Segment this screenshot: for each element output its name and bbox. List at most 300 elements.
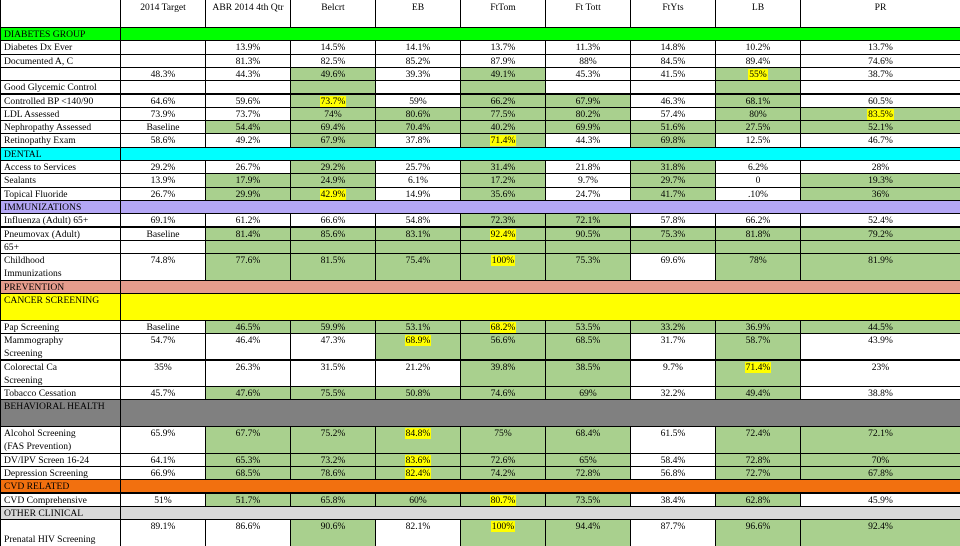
table-cell: [631, 214, 715, 226]
table-cell: [121, 254, 205, 280]
section-band: [121, 28, 960, 40]
cell-value: 83.1%: [405, 228, 431, 240]
table-cell: [121, 321, 205, 333]
cell-value: 74.8%: [150, 255, 176, 267]
table-cell: [631, 467, 715, 479]
table-cell: [376, 214, 460, 226]
section-band: [121, 400, 960, 426]
cell-value: 72.4%: [745, 428, 771, 439]
cell-value: Baseline: [146, 321, 180, 333]
cell-value: 17.2%: [490, 175, 516, 187]
cell-value: 72.8%: [575, 467, 601, 479]
highlighted-value: 73.7%: [320, 95, 346, 107]
table-cell: [206, 427, 290, 453]
cell-value: 58.6%: [150, 135, 176, 147]
table-cell: [461, 427, 545, 453]
table-cell: [716, 361, 800, 387]
row-label: [1, 467, 120, 479]
column-header: Belcrt: [291, 0, 375, 27]
table-cell: [206, 361, 290, 387]
highlighted-value: 71.4%: [490, 135, 516, 147]
table-cell: [801, 454, 960, 466]
table-cell: [291, 427, 375, 453]
cell-value: 46.5%: [235, 321, 261, 333]
row-label-text: CVD Comprehensive: [4, 494, 87, 506]
table-cell: [206, 55, 290, 67]
cell-value: 72.7%: [745, 467, 771, 479]
cell-value: 25.7%: [405, 162, 431, 173]
table-cell: [546, 81, 630, 93]
table-cell: [291, 174, 375, 186]
table-cell: [376, 108, 460, 120]
cell-value: 29.7%: [660, 175, 686, 187]
table-cell: [716, 467, 800, 479]
cell-value: 27.5%: [745, 122, 771, 134]
cell-value: 46.7%: [868, 135, 893, 147]
table-cell: [461, 254, 545, 280]
cell-value: 72.1%: [575, 215, 601, 227]
table-cell: [801, 121, 960, 133]
row-label: [1, 161, 120, 173]
table-cell: [376, 241, 460, 253]
cell-value: 52.4%: [868, 215, 893, 227]
table-cell: [801, 214, 960, 226]
row-label: [1, 41, 120, 53]
row-label: [1, 95, 120, 107]
table-cell: [716, 228, 800, 240]
table-cell: [291, 228, 375, 240]
table-cell: [461, 228, 545, 240]
cell-value: 36%: [871, 188, 890, 200]
table-cell: [121, 68, 205, 80]
cell-value: 74.6%: [490, 388, 516, 400]
table-cell: [631, 121, 715, 133]
table-cell: [121, 387, 205, 399]
highlighted-value: 71.4%: [745, 361, 771, 373]
cell-value: 62.8%: [745, 494, 771, 506]
cell-value: 66.2%: [745, 215, 771, 227]
table-cell: [376, 134, 460, 146]
row-label: [1, 427, 120, 453]
table-cell: [461, 188, 545, 200]
cell-value: 77.5%: [490, 108, 516, 120]
cell-value: 73.2%: [320, 454, 346, 466]
table-cell: [631, 334, 715, 360]
cell-value: 10.2%: [745, 42, 771, 54]
cell-value: 14.8%: [660, 42, 686, 54]
row-label-text: Retinopathy Exam: [4, 135, 76, 147]
table-cell: [376, 427, 460, 453]
cell-value: 90.6%: [320, 521, 346, 533]
table-cell: [461, 95, 545, 107]
section-band: [121, 148, 960, 160]
cell-value: 51%: [154, 494, 172, 506]
section-band: [121, 480, 960, 492]
table-cell: [291, 81, 375, 93]
table-cell: [716, 454, 800, 466]
highlighted-value: 42.9%: [320, 188, 346, 200]
cell-value: 73.5%: [575, 494, 601, 506]
table-cell: [546, 467, 630, 479]
table-cell: [546, 494, 630, 506]
table-cell: [291, 254, 375, 280]
cell-value: 69.4%: [320, 122, 346, 134]
table-cell: [376, 41, 460, 53]
cell-value: 39.8%: [490, 361, 516, 373]
cell-value: 12.5%: [745, 135, 771, 147]
table-cell: [631, 108, 715, 120]
cell-value: 65.9%: [150, 428, 176, 439]
table-cell: [376, 55, 460, 67]
table-cell: [291, 55, 375, 67]
cell-value: 53.1%: [405, 321, 431, 333]
column-header: FtTom: [461, 0, 545, 27]
row-label: [1, 520, 120, 546]
section-header: OTHER CLINICAL: [1, 507, 120, 519]
table-cell: [461, 494, 545, 506]
cell-value: 70.4%: [405, 122, 431, 134]
cell-value: Baseline: [146, 122, 180, 134]
cell-value: 46.3%: [660, 95, 686, 107]
table-cell: [631, 427, 715, 453]
cell-value: 90.5%: [575, 228, 601, 240]
table-cell: [801, 467, 960, 479]
table-cell: [291, 214, 375, 226]
table-cell: [716, 321, 800, 333]
cell-value: 66.9%: [150, 467, 176, 479]
table-cell: [291, 361, 375, 387]
row-label-text: Controlled BP <140/90: [4, 95, 94, 107]
table-cell: [716, 108, 800, 120]
table-cell: [546, 361, 630, 387]
cell-value: 77.6%: [235, 255, 261, 267]
table-cell: [121, 520, 205, 546]
table-cell: [546, 55, 630, 67]
table-cell: [716, 241, 800, 253]
cell-value: 46.4%: [235, 334, 261, 346]
table-cell: [631, 241, 715, 253]
row-label: [1, 241, 120, 253]
cell-value: 26.7%: [235, 162, 261, 173]
table-cell: [801, 81, 960, 93]
section-band: [121, 294, 960, 320]
table-cell: [801, 174, 960, 186]
cell-value: 69.1%: [150, 215, 176, 227]
cell-value: 81.5%: [320, 255, 346, 267]
section-header: PREVENTION: [1, 281, 120, 293]
table-cell: [206, 95, 290, 107]
cell-value: 58.4%: [660, 454, 686, 466]
cell-value: 67.7%: [235, 428, 261, 439]
table-cell: [121, 108, 205, 120]
cell-value: 13.7%: [490, 42, 516, 54]
table-cell: [631, 81, 715, 93]
cell-value: 81.9%: [868, 255, 893, 267]
table-cell: [291, 188, 375, 200]
cell-value: 49.1%: [490, 68, 516, 80]
table-cell: [801, 68, 960, 80]
table-cell: [206, 121, 290, 133]
cell-value: 66.2%: [490, 95, 516, 107]
table-cell: [716, 121, 800, 133]
table-cell: [546, 188, 630, 200]
table-cell: [291, 520, 375, 546]
table-cell: [376, 228, 460, 240]
table-cell: [801, 387, 960, 399]
table-cell: [801, 494, 960, 506]
cell-value: 6.1%: [408, 175, 428, 187]
column-header: PR: [801, 0, 960, 27]
cell-value: 68.1%: [745, 95, 771, 107]
table-cell: [546, 454, 630, 466]
table-cell: [121, 454, 205, 466]
cell-value: 23%: [871, 361, 890, 373]
cell-value: 54.7%: [150, 334, 176, 346]
table-cell: [546, 41, 630, 53]
table-cell: [206, 81, 290, 93]
section-band: [121, 281, 960, 293]
table-cell: [801, 161, 960, 173]
cell-value: 74.2%: [490, 467, 516, 479]
row-label: [1, 334, 120, 360]
table-cell: [206, 494, 290, 506]
cell-value: 14.5%: [320, 42, 346, 54]
table-cell: [121, 95, 205, 107]
table-cell: [461, 214, 545, 226]
table-cell: [206, 467, 290, 479]
table-cell: [291, 387, 375, 399]
table-cell: [206, 214, 290, 226]
cell-value: 17.9%: [235, 175, 261, 187]
cell-value: 28%: [871, 162, 890, 173]
cell-value: 64.1%: [150, 454, 176, 466]
cell-value: 68.4%: [575, 428, 601, 439]
cell-value: 64.6%: [150, 95, 176, 107]
table-cell: [206, 454, 290, 466]
cell-value: 59.6%: [235, 95, 261, 107]
cell-value: 74.6%: [868, 55, 893, 67]
table-cell: [546, 108, 630, 120]
cell-value: 65.8%: [320, 494, 346, 506]
cell-value: 45.7%: [150, 388, 176, 400]
row-label: [1, 254, 120, 280]
row-label: [1, 321, 120, 333]
column-header: ABR 2014 4th Qtr: [206, 0, 290, 27]
cell-value: 51.6%: [660, 122, 686, 134]
cell-value: 45.9%: [868, 494, 893, 506]
table-cell: [801, 228, 960, 240]
cell-value: 87.7%: [660, 521, 686, 533]
table-cell: [546, 427, 630, 453]
column-header: EB: [376, 0, 460, 27]
cell-value: 81.8%: [745, 228, 771, 240]
table-cell: [121, 427, 205, 453]
cell-value: 67.9%: [320, 135, 346, 147]
row-label-text: LDL Assessed: [4, 108, 60, 120]
table-cell: [121, 228, 205, 240]
table-cell: [801, 134, 960, 146]
table-cell: [461, 467, 545, 479]
cell-value: 31.4%: [490, 162, 516, 173]
cell-value: 87.9%: [490, 55, 516, 67]
table-cell: [461, 321, 545, 333]
table-cell: [376, 321, 460, 333]
cell-value: 85.2%: [405, 55, 431, 67]
cell-value: 82.5%: [320, 55, 346, 67]
table-cell: [206, 228, 290, 240]
table-cell: [461, 241, 545, 253]
highlighted-value: 100%: [491, 255, 515, 267]
highlighted-value: 100%: [491, 521, 515, 533]
row-label: [1, 228, 120, 240]
table-cell: [716, 81, 800, 93]
column-header: Ft Tott: [546, 0, 630, 27]
table-cell: [461, 55, 545, 67]
table-cell: [461, 41, 545, 53]
table-cell: [801, 41, 960, 53]
table-cell: [291, 95, 375, 107]
cell-value: 51.7%: [235, 494, 261, 506]
table-cell: [376, 520, 460, 546]
table-cell: [206, 134, 290, 146]
column-header: [1, 0, 120, 27]
cell-value: 29.9%: [235, 188, 261, 200]
row-label-text: Tobacco Cessation: [4, 388, 77, 400]
row-label: [1, 174, 120, 186]
table-cell: [376, 174, 460, 186]
cell-value: 75.3%: [660, 228, 686, 240]
table-cell: [121, 188, 205, 200]
table-cell: [291, 68, 375, 80]
table-cell: [376, 387, 460, 399]
table-cell: [631, 520, 715, 546]
row-label: [1, 188, 120, 200]
row-label: [1, 108, 120, 120]
row-label-text: Childhood: [4, 255, 45, 267]
cell-value: 80.2%: [575, 108, 601, 120]
table-cell: [291, 241, 375, 253]
cell-value: 49.4%: [745, 388, 771, 400]
row-label-text: Access to Services: [4, 162, 76, 173]
table-cell: [631, 161, 715, 173]
cell-value: 61.5%: [660, 428, 686, 439]
cell-value: 21.2%: [405, 361, 431, 373]
cell-value: 47.6%: [235, 388, 261, 400]
table-cell: [801, 188, 960, 200]
table-cell: [291, 134, 375, 146]
highlighted-value: 55%: [749, 68, 767, 80]
table-cell: [206, 174, 290, 186]
table-cell: [631, 188, 715, 200]
cell-value: 68.5%: [575, 334, 601, 346]
section-header: IMMUNIZATIONS: [1, 201, 120, 213]
cell-value: 37.8%: [405, 135, 431, 147]
section-header: BEHAVIORAL HEALTH: [1, 400, 120, 426]
row-label: [1, 55, 120, 67]
table-cell: [121, 134, 205, 146]
cell-value: 75.4%: [405, 255, 431, 267]
table-cell: [801, 520, 960, 546]
table-cell: [121, 41, 205, 53]
table-cell: [546, 387, 630, 399]
table-cell: [546, 241, 630, 253]
cell-value: 73.9%: [150, 108, 176, 120]
cell-value: 70%: [871, 454, 890, 466]
cell-value: 75%: [494, 428, 512, 439]
cell-value: 53.5%: [575, 321, 601, 333]
cell-value: 59.9%: [320, 321, 346, 333]
row-label-text: Documented A, C: [4, 55, 74, 67]
cell-value: 60%: [409, 494, 427, 506]
cell-value: 38.5%: [575, 361, 601, 373]
table-cell: [376, 334, 460, 360]
highlighted-value: 68.2%: [490, 321, 516, 333]
cell-value: 84.5%: [660, 55, 686, 67]
row-label-text: DV/IPV Screen 16-24: [4, 454, 90, 466]
cell-value: 38.8%: [868, 388, 893, 400]
table-cell: [291, 321, 375, 333]
cell-value: 24.9%: [320, 175, 346, 187]
cell-value: 13.9%: [150, 175, 176, 187]
cell-value: 29.2%: [150, 162, 176, 173]
cell-value: 26.3%: [235, 361, 261, 373]
cell-value: 14.1%: [405, 42, 431, 54]
cell-value: 40.2%: [490, 122, 516, 134]
cell-value: 14.9%: [405, 188, 431, 200]
cell-value: 13.7%: [868, 42, 893, 54]
table-cell: [206, 41, 290, 53]
cell-value: 21.8%: [575, 162, 601, 173]
cell-value: 72.8%: [745, 454, 771, 466]
cell-value: 72.3%: [490, 215, 516, 227]
cell-value: 0: [755, 175, 761, 187]
table-cell: [631, 454, 715, 466]
cell-value: 69.9%: [575, 122, 601, 134]
row-label: [1, 454, 120, 466]
table-cell: [631, 41, 715, 53]
table-cell: [546, 334, 630, 360]
table-cell: [376, 188, 460, 200]
row-label-text: Pneumovax (Adult): [4, 228, 80, 240]
cell-value: 26.7%: [150, 188, 176, 200]
cell-value: 89.1%: [150, 521, 176, 533]
table-cell: [206, 161, 290, 173]
table-cell: [291, 121, 375, 133]
row-label: [1, 494, 120, 506]
table-cell: [291, 494, 375, 506]
cell-value: 60.5%: [868, 95, 893, 107]
cell-value: 57.4%: [660, 108, 686, 120]
table-cell: [376, 161, 460, 173]
cell-value: 69.8%: [660, 135, 686, 147]
cell-value: 89.4%: [745, 55, 771, 67]
cell-value: 65%: [579, 454, 597, 466]
row-label-text: Diabetes Dx Ever: [4, 42, 73, 54]
table-cell: [546, 174, 630, 186]
cell-value: 29.2%: [320, 162, 346, 173]
cell-value: 33.2%: [660, 321, 686, 333]
row-label-text: Mammography: [4, 334, 64, 346]
table-cell: [461, 174, 545, 186]
cell-value: 96.6%: [745, 521, 771, 533]
table-cell: [376, 81, 460, 93]
table-cell: [546, 95, 630, 107]
row-label-text: Nephropathy Assessed: [4, 122, 92, 134]
table-cell: [631, 387, 715, 399]
cell-value: 41.5%: [660, 68, 686, 80]
table-cell: [206, 321, 290, 333]
table-cell: [546, 214, 630, 226]
